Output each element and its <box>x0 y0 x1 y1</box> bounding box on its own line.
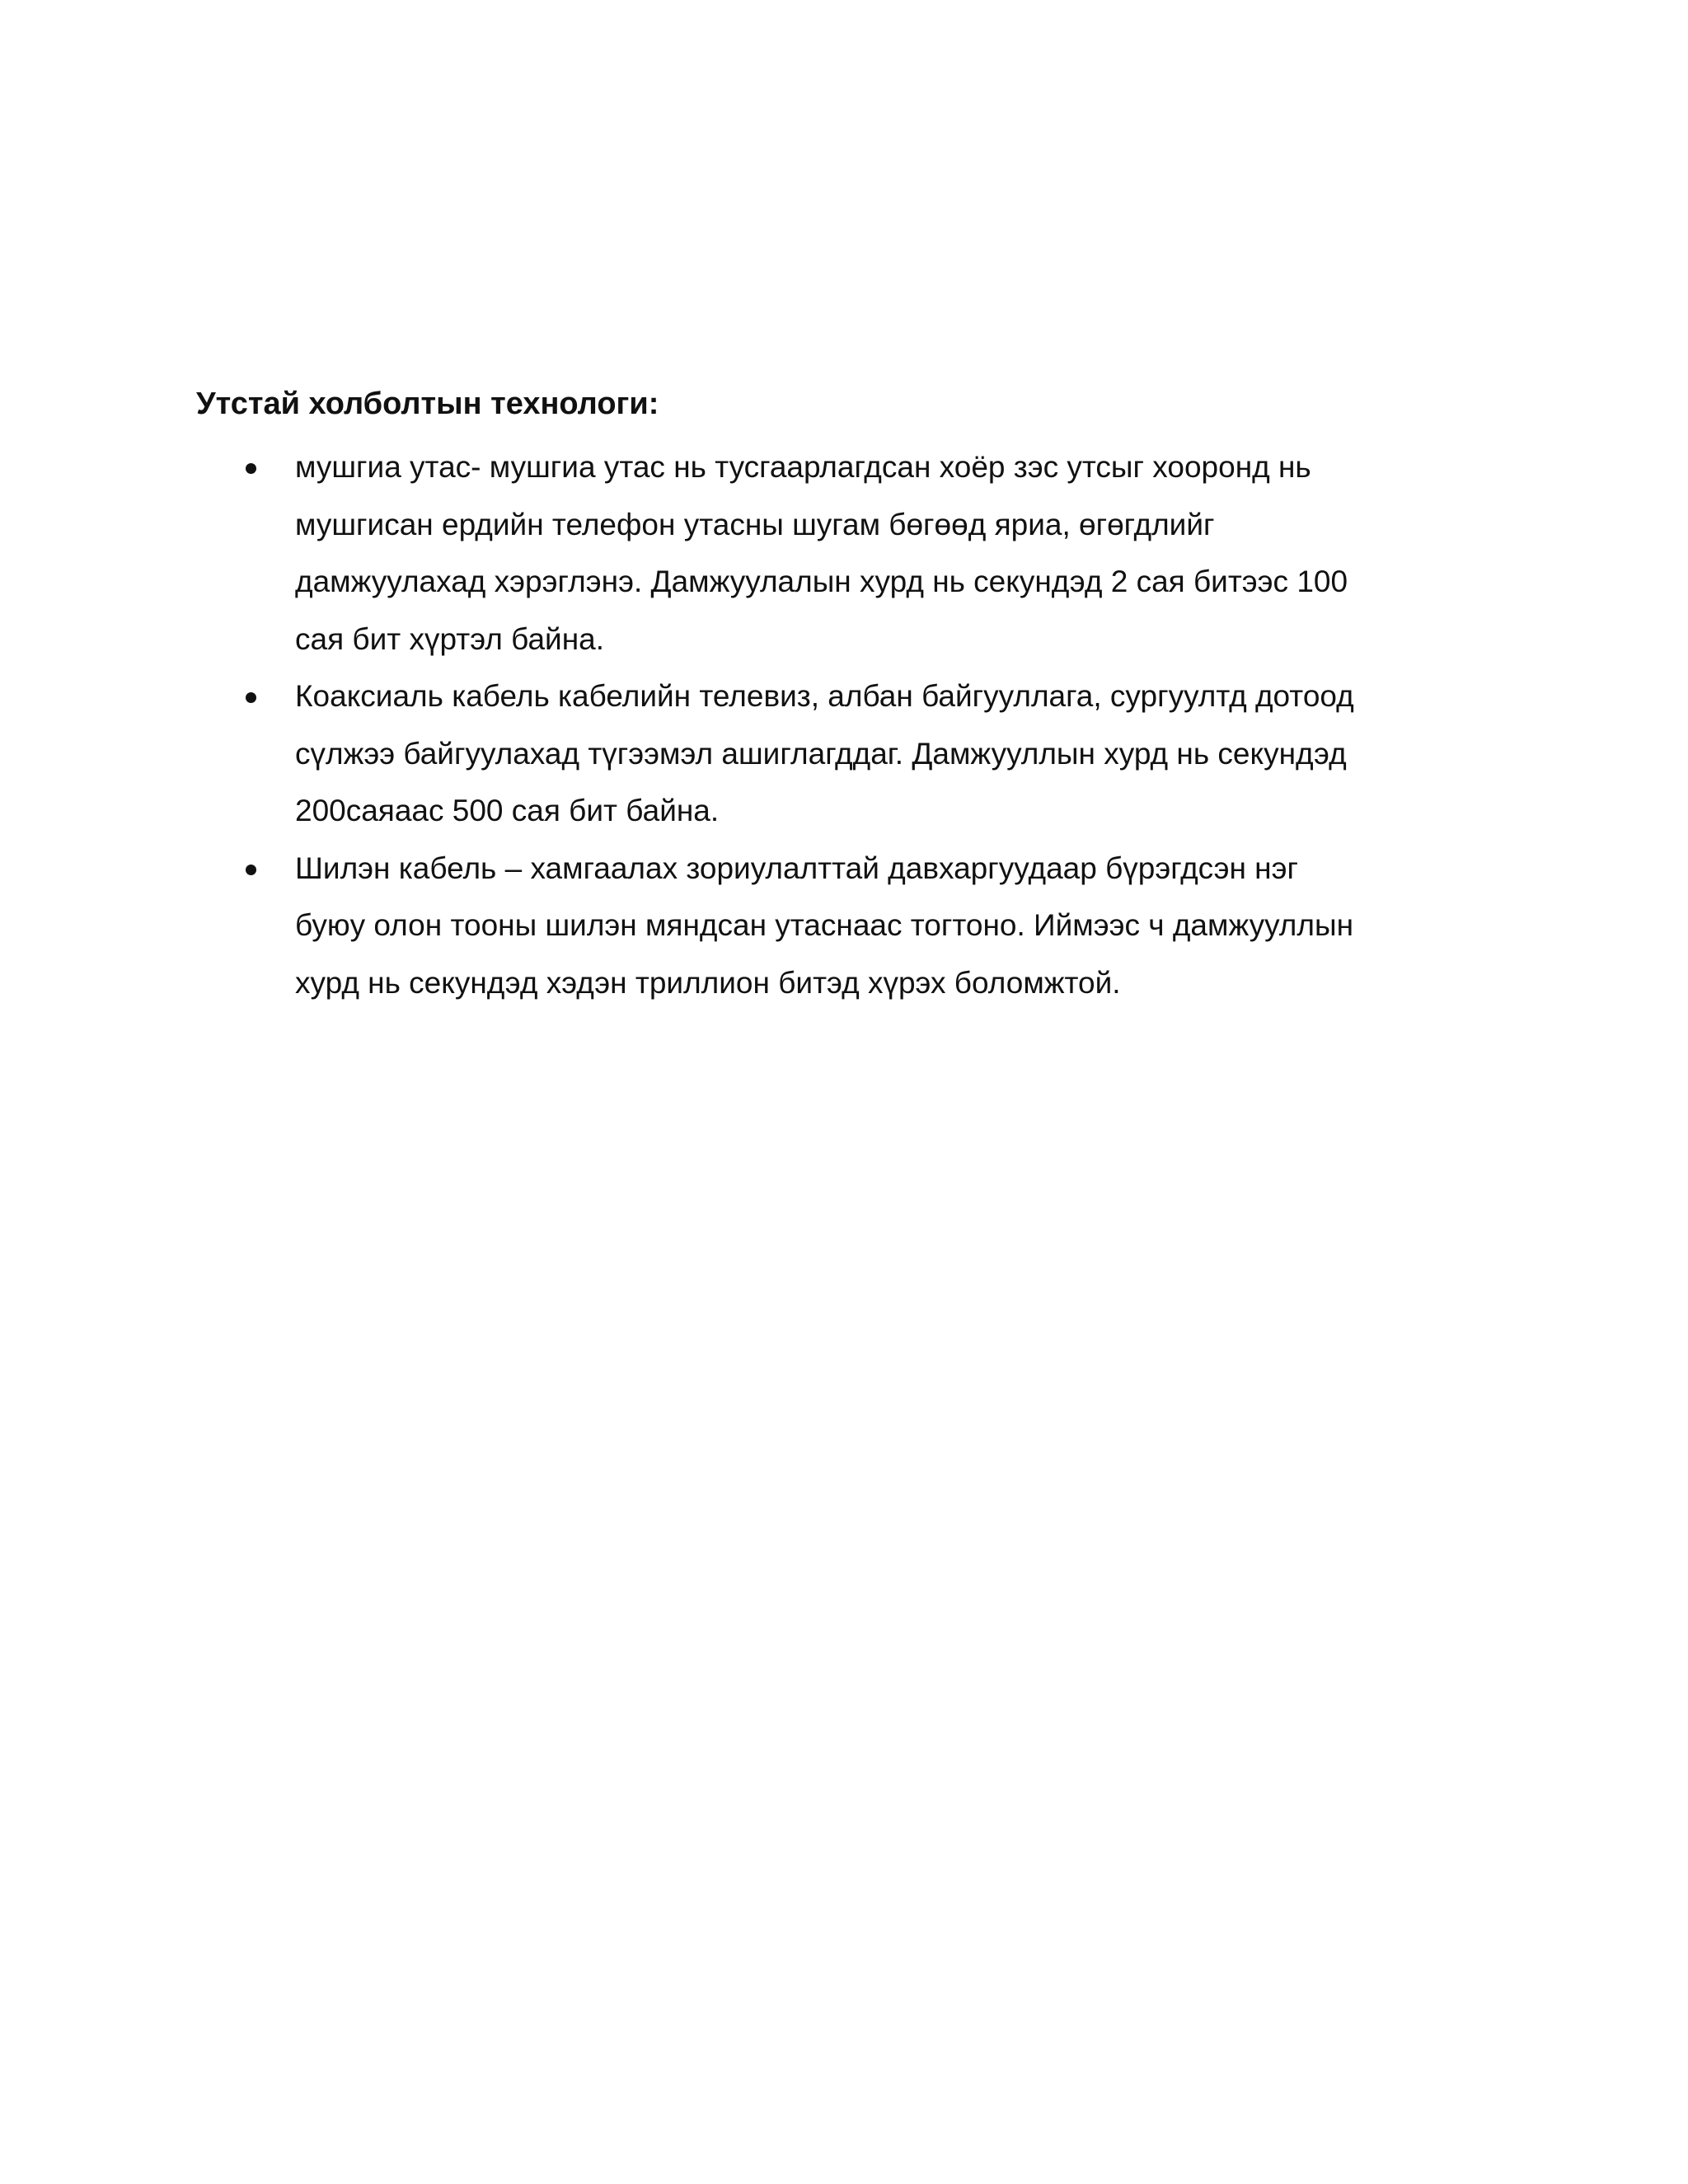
text-line: Коаксиаль кабель кабелийн телевиз, албан байгууллага, сургуултд дотоод <box>295 679 1354 713</box>
bullet-icon <box>246 463 256 474</box>
text-line: сая бит хүртэл байна. <box>295 621 605 656</box>
text-line: сүлжээ байгуулахад түгээмэл ашиглагддаг. Дамжууллын хурд нь секундэд <box>295 736 1347 771</box>
text-line: 200саяаас 500 сая бит байна. <box>295 794 720 827</box>
document-content <box>196 381 1482 1011</box>
text-line: мушгиа утас- мушгиа утас нь тусгаарлагдсан хоёр зэс утсыг хооронд нь <box>295 450 1311 484</box>
text-line: мушгисан ердийн телефон утасны шугам бөгөөд яриа, өгөгдлийг <box>295 507 1215 541</box>
list-item-coaxial <box>196 668 1482 840</box>
text-line: хурд нь секундэд хэдэн триллион битэд хүрэх боломжтой. <box>295 965 1121 1000</box>
section-heading: Утстай холболтын технологи: <box>196 387 659 421</box>
bullet-icon <box>246 692 256 703</box>
bullet-list <box>196 438 1482 1011</box>
text-line: Шилэн кабель – хамгаалах зориулалттай давхаргуудаар бүрэгдсэн нэг <box>295 851 1298 885</box>
bullet-icon <box>246 865 256 875</box>
list-item-fiber <box>196 840 1482 1012</box>
text-line: дамжуулахад хэрэглэнэ. Дамжуулалын хурд нь секундэд 2 сая битээс 100 <box>295 565 1348 598</box>
list-item-twisted-pair <box>196 438 1482 668</box>
text-line: буюу олон тооны шилэн мяндсан утаснаас тогтоно. Иймээс ч дамжууллын <box>295 908 1353 942</box>
